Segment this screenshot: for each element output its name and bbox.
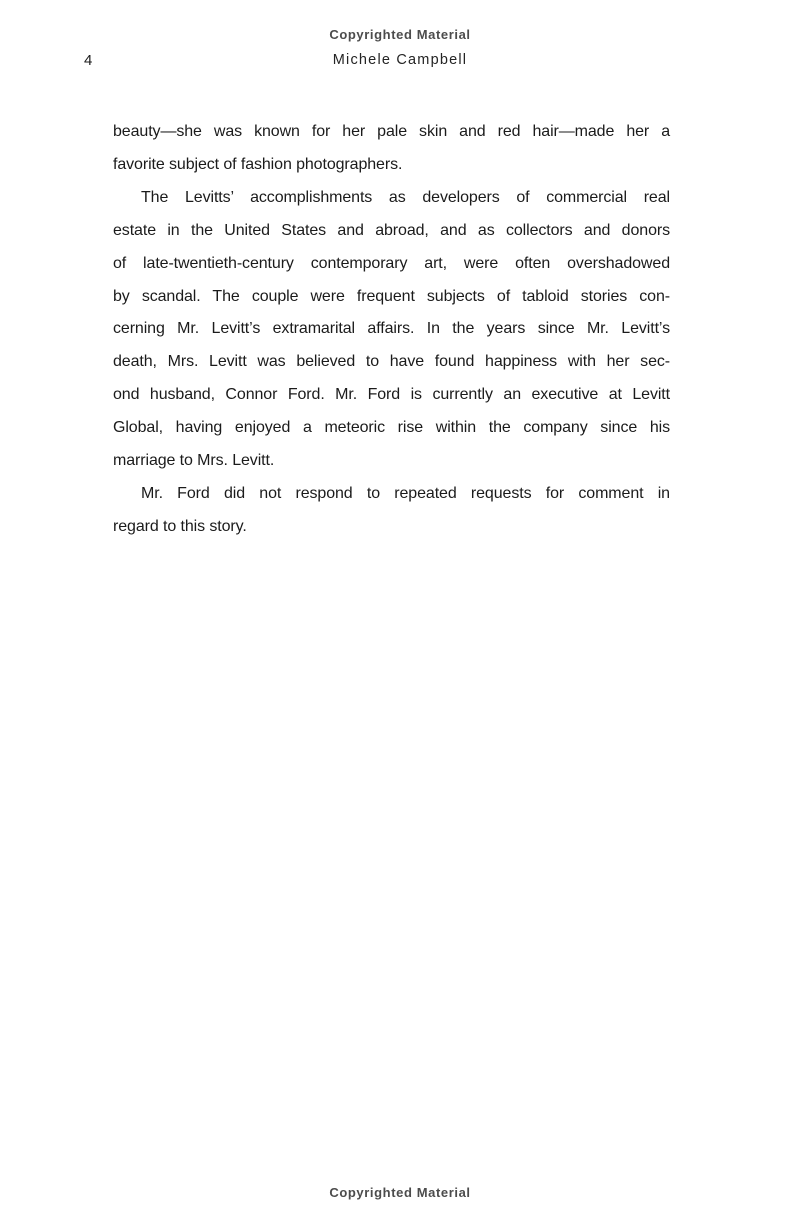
body-line: estate in the United States and abroad, and as collectors and donors (113, 221, 670, 239)
body-line: Mr. Ford did not respond to repeated requests for comment in (141, 484, 670, 502)
body-line: by scandal. The couple were frequent subjects of tabloid stories con- (113, 287, 670, 305)
body-line: The Levitts’ accomplishments as developers of commercial real (141, 188, 670, 206)
copyright-notice-bottom: Copyrighted Material (329, 1185, 471, 1200)
body-line: death, Mrs. Levitt was believed to have found happiness with her sec- (113, 353, 670, 371)
running-header-author: Michele Campbell (332, 52, 468, 68)
running-header (0, 52, 800, 72)
body-line: beauty—she was known for her pale skin and red hair—made her a (113, 123, 670, 140)
body-text (113, 116, 670, 544)
body-line: regard to this story. (113, 517, 247, 535)
body-line: favorite subject of fashion photographers. (113, 155, 403, 173)
body-line: Global, having enjoyed a meteoric rise within the company since his (113, 419, 670, 437)
copyright-notice-top: Copyrighted Material (329, 27, 471, 42)
body-line: cerning Mr. Levitt’s extramarital affairs. In the years since Mr. Levitt’s (113, 320, 670, 338)
page-number: 4 (84, 52, 93, 69)
body-line: of late-twentieth-century contemporary art, were often overshadowed (113, 254, 670, 272)
body-line: marriage to Mrs. Levitt. (113, 452, 275, 470)
body-line: ond husband, Connor Ford. Mr. Ford is currently an executive at Levitt (113, 386, 670, 404)
